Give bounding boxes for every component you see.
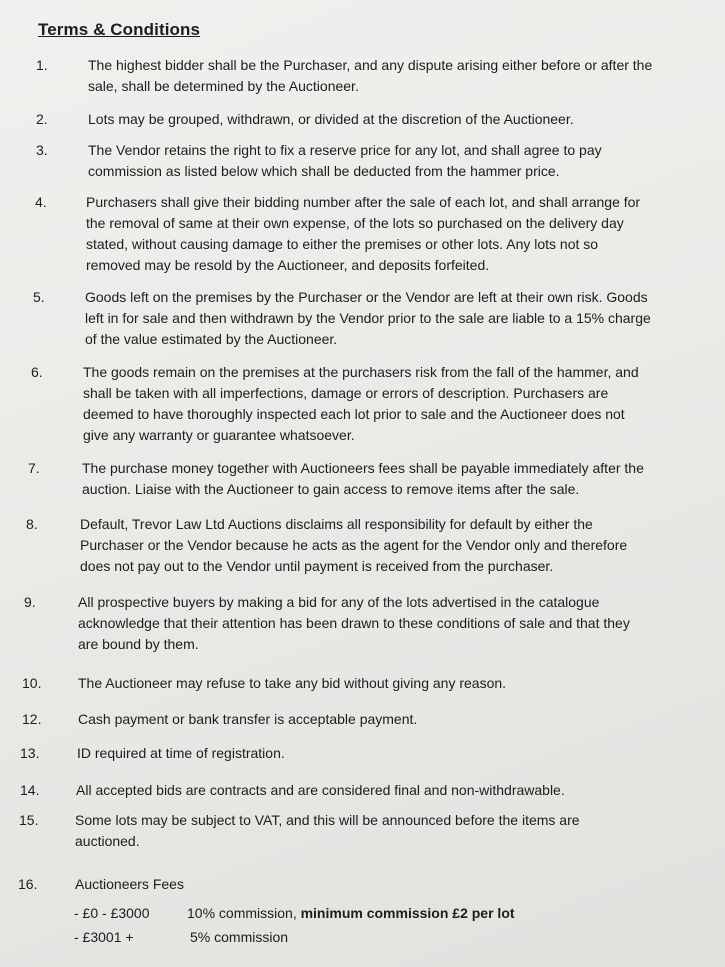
clause-text-line: of the value estimated by the Auctioneer. <box>85 331 338 347</box>
clause-text-line: left in for sale and then withdrawn by the Vendor prior to the sale are liable to a 15% charge <box>85 310 651 326</box>
clause-number: 9. <box>24 594 36 610</box>
clause-text-line: All prospective buyers by making a bid for any of the lots advertised in the catalogue <box>78 594 600 610</box>
fee-description <box>187 905 515 921</box>
clause-text-line: Lots may be grouped, withdrawn, or divided at the discretion of the Auctioneer. <box>88 111 574 127</box>
clause-text-line: sale, shall be determined by the Auctioneer. <box>88 78 359 94</box>
clause-text-line: give any warranty or guarantee whatsoever. <box>83 427 355 443</box>
clause-number: 7. <box>28 460 40 476</box>
fee-description <box>190 929 288 945</box>
clause-text-line: Purchaser or the Vendor because he acts as the agent for the Vendor only and therefore <box>80 537 628 553</box>
clause-number: 5. <box>33 289 45 305</box>
clause-number: 12. <box>22 711 42 727</box>
clause-number: 1. <box>36 57 48 73</box>
clause-text-line: deemed to have thoroughly inspected each lot prior to sale and the Auctioneer does not <box>83 406 625 422</box>
clause-number: 16. <box>18 876 38 892</box>
clause-text-line: stated, without causing damage to either the premises or other lots. Any lots not so <box>86 236 599 252</box>
clause-number: 14. <box>20 782 40 798</box>
clause-text-line: the removal of same at their own expense, of the lots so purchased on the delivery day <box>86 215 624 231</box>
clause-number: 3. <box>36 142 48 158</box>
clause-number: 8. <box>26 516 38 532</box>
clause-number: 2. <box>36 111 48 127</box>
clause-text-line: auctioned. <box>75 833 140 849</box>
fee-range: - £3001 + <box>74 929 134 945</box>
clause-text-line: are bound by them. <box>78 636 199 652</box>
clause-number: 15. <box>19 812 39 828</box>
fee-range: - £0 - £3000 <box>74 905 150 921</box>
clause-text-line: ID required at time of registration. <box>77 745 285 761</box>
clause-text-line: shall be taken with all imperfections, damage or errors of description. Purchasers are <box>83 385 609 401</box>
clause-text-line: Purchasers shall give their bidding number after the sale of each lot, and shall arrange for <box>86 194 641 210</box>
clause-text-line: The Vendor retains the right to fix a reserve price for any lot, and shall agree to pay <box>88 142 602 158</box>
clause-text-line: All accepted bids are contracts and are considered final and non-withdrawable. <box>76 782 565 798</box>
clause-text-line: The Auctioneer may refuse to take any bid without giving any reason. <box>78 675 507 691</box>
fee-commission: 5% commission <box>190 929 289 945</box>
clause-number: 4. <box>35 194 47 210</box>
clause-text-line: The highest bidder shall be the Purchaser, and any dispute arising either before or after the <box>88 57 653 73</box>
page-title: Terms & Conditions <box>38 20 201 39</box>
clause-text-line: Auctioneers Fees <box>75 876 184 892</box>
clause-text-line: The goods remain on the premises at the purchasers risk from the fall of the hammer, and <box>83 364 639 380</box>
clause-text-line: Goods left on the premises by the Purchaser or the Vendor are left at their own risk. Goods <box>85 289 648 305</box>
clause-text-line: Default, Trevor Law Ltd Auctions disclaims all responsibility for default by either the <box>80 516 593 532</box>
clause-text-line: commission as listed below which shall be deducted from the hammer price. <box>88 163 560 179</box>
fee-commission: 10% commission, <box>187 905 301 921</box>
clause-number: 6. <box>31 364 43 380</box>
clause-number: 10. <box>22 675 42 691</box>
clause-text-line: Some lots may be subject to VAT, and this will be announced before the items are <box>75 812 580 828</box>
clause-text-line: removed may be resold by the Auctioneer, and deposits forfeited. <box>86 257 490 273</box>
clause-text-line: auction. Liaise with the Auctioneer to gain access to remove items after the sale. <box>82 481 580 497</box>
clause-text-line: Cash payment or bank transfer is acceptable payment. <box>78 711 418 727</box>
fee-minimum-note: minimum commission £2 per lot <box>300 905 515 921</box>
clause-text-line: The purchase money together with Auctioneers fees shall be payable immediately after the <box>82 460 644 476</box>
clause-number: 13. <box>20 745 40 761</box>
clause-text-line: acknowledge that their attention has been drawn to these conditions of sale and that they <box>78 615 630 631</box>
clause-text-line: does not pay out to the Vendor until payment is received from the purchaser. <box>80 558 554 574</box>
